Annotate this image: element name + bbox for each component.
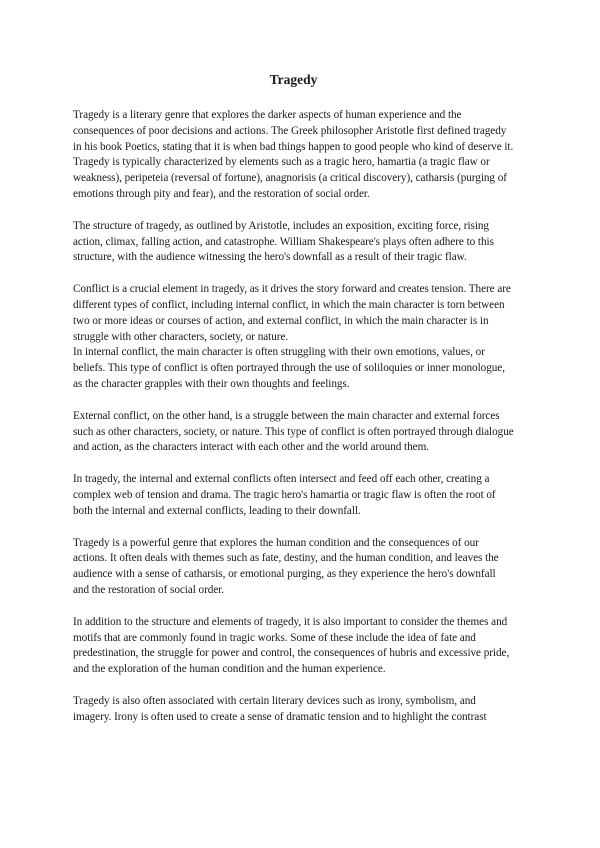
page-title: Tragedy: [269, 72, 318, 87]
paragraph-literary-devices: Tragedy is also often associated with certain literary devices such as irony, symbolism, and imagery. Irony is often used to create a sense of dramatic tension and to highlight the contrast: [73, 694, 487, 723]
paragraph-powerful-genre: Tragedy is a powerful genre that explores the human condition and the consequences of our actions. It often deals with themes such as fate, destiny, and the human condition, and leaves the audience with a sense of catharsis, or emotional purging, as they experience the hero's downfall and the restoration of social order.: [73, 536, 499, 596]
paragraph-intersecting-conflicts: In tragedy, the internal and external conflicts often intersect and feed off each other, creating a complex web of tension and drama. The tragic hero's hamartia or tragic flaw is often the root of both the internal and external conflicts, leading to their downfall.: [73, 473, 496, 517]
paragraph-themes-motifs: In addition to the structure and elements of tragedy, it is also important to consider the themes and motifs that are commonly found in tragic works. Some of these include the idea of fate and predestination, the struggle for power and control, the consequences of hubris and excessive pride, and the exploration of the human condition and the human experience.: [73, 615, 510, 676]
paragraph-external-conflict: External conflict, on the other hand, is a struggle between the main character and external forces such as other characters, society, or nature. This type of conflict is often portrayed through dialogue and action, as the characters interact with each other and the world around them.: [73, 409, 514, 454]
paragraph-conflict: Conflict is a crucial element in tragedy, as it drives the story forward and creates tension. There are different types of conflict, including internal conflict, in which the main character is torn between two or more ideas or courses of action, and external conflict, in which the main character is in struggle with other characters, society, or nature. In internal conflict, the main character is often struggling with their own emotions, values, or beliefs. This type of conflict is often portrayed through the use of soliloquies or inner monologue, as the character grapples with their own thoughts and feelings.: [73, 283, 511, 390]
paragraph-structure: The structure of tragedy, as outlined by Aristotle, includes an exposition, exciting force, rising action, climax, falling action, and catastrophe. William Shakespeare's plays often adhere to this structure, with the audience witnessing the hero's downfall as a result of their tragic flaw.: [73, 219, 494, 264]
paragraph-definition: Tragedy is a literary genre that explores the darker aspects of human experience and the consequences of poor decisions and actions. The Greek philosopher Aristotle first defined tragedy in his book Poetics, stating that it is when bad things happen to good people who kind of deserve it. Tragedy is typically characterized by elements such as a tragic hero, hamartia (a tragic flaw or weakness), peripeteia (reversal of fortune), anagnorisis (a critical discovery), catharsis (purging of emotions through pity and fear), and the restoration of social order.: [73, 109, 514, 200]
